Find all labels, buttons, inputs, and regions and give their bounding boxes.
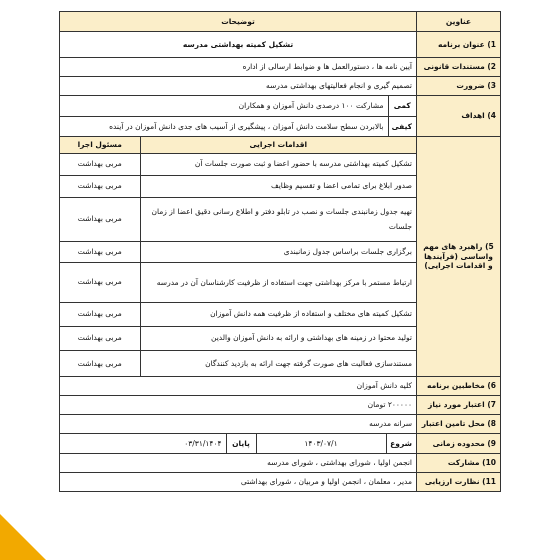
program-form-table (59, 11, 501, 492)
timeframe-cell (60, 434, 417, 454)
action-text: صدور ابلاغ برای تمامی اعضا و تقسیم وظایف (140, 175, 416, 197)
row-strategies (60, 137, 501, 377)
budget-label: 7) اعتبار مورد نیاز (417, 396, 501, 415)
action-row (60, 197, 416, 241)
action-row (60, 241, 416, 262)
participation-label: 10) مشارکت (417, 454, 501, 473)
action-responsible: مربی بهداشت (60, 153, 140, 175)
row-necessity (60, 77, 501, 96)
legal-value: آیین نامه ها ، دستورالعمل ها و ضوابط ارسالی از اداره (60, 58, 417, 77)
action-row (60, 153, 416, 175)
start-label: شروع (386, 434, 416, 453)
row-budget (60, 396, 501, 415)
necessity-label: 3) ضرورت (417, 77, 501, 96)
timeframe-subtable (60, 434, 416, 453)
action-text: تشکیل کمیته بهداشتی مدرسه با حضور اعضا و ثبت صورت جلسات آن (140, 153, 416, 175)
row-title (60, 32, 501, 58)
action-row (60, 262, 416, 302)
action-responsible: مربی بهداشت (60, 302, 140, 326)
action-responsible: مربی بهداشت (60, 175, 140, 197)
action-row (60, 175, 416, 197)
row-participation (60, 454, 501, 473)
program-title: تشکیل کمیته بهداشتی مدرسه (60, 32, 417, 58)
row-goals (60, 96, 501, 137)
participation-value: انجمن اولیا ، شورای بهداشتی ، شورای مدرسه (60, 454, 417, 473)
action-row (60, 326, 416, 350)
strategies-subtable (60, 137, 416, 376)
action-responsible: مربی بهداشت (60, 197, 140, 241)
oversight-label: 11) نظارت ارزیابی (417, 473, 501, 492)
qual-goal-label: کیفی (388, 116, 416, 136)
quant-goal-label: کمی (388, 96, 416, 116)
header-row (60, 12, 501, 32)
funding-label: 8) محل تامین اعتبار (417, 415, 501, 434)
action-responsible: مربی بهداشت (77, 358, 122, 368)
col-desc-header: توضیحات (60, 12, 417, 32)
audience-value: کلیه دانش آموزان (60, 377, 417, 396)
row-audience (60, 377, 501, 396)
action-responsible: مربی بهداشت (60, 241, 140, 262)
action-row (60, 350, 416, 376)
action-row (60, 302, 416, 326)
end-date: ١۴٠۴/٠٣/٣١ (184, 438, 222, 448)
legal-label: 2) مستندات قانونی (417, 58, 501, 77)
end-label: پایان (226, 434, 256, 453)
start-date: ١۴٠٣/٠٧/١ (256, 434, 386, 453)
action-col-header: اقدامات اجرایی (140, 137, 416, 153)
action-text: تشکیل کمیته های مختلف و استفاده از ظرفیت همه دانش آموزان (140, 302, 416, 326)
action-text: تولید محتوا در زمینه های بهداشتی و ارائه به دانش آموزان والدین (140, 326, 416, 350)
strategies-cell (60, 137, 417, 377)
qual-goal-value: بالابردن سطح سلامت دانش آموزان ، پیشگیری از آسیب های جدی دانش آموزان در آینده (109, 121, 384, 131)
row-timeframe (60, 434, 501, 454)
row-legal (60, 58, 501, 77)
row-funding (60, 415, 501, 434)
action-text: ارتباط مستمر با مرکز بهداشتی جهت استفاده از ظرفیت کارشناسان آن در مدرسه (140, 262, 416, 302)
action-text: برگزاری جلسات براساس جدول زمانبندی (140, 241, 416, 262)
col-titles-header: عناوین (417, 12, 501, 32)
action-responsible: مربی بهداشت (60, 262, 140, 302)
oversight-value: مدیر ، معلمان ، انجمن اولیا و مربیان ، شورای بهداشتی (60, 473, 417, 492)
audience-label: 6) مخاطبین برنامه (417, 377, 501, 396)
resp-col-header: مسئول اجرا (60, 137, 140, 153)
goals-cell (60, 96, 417, 137)
budget-value: ٢٠٠٠٠٠ تومان (60, 396, 417, 415)
strategies-label: 5) راهبرد های مهم واساسی (فرآیندها و اقدامات اجرایی) (417, 137, 501, 377)
quant-goal-value: مشارکت ١٠٠ درصدی دانش آموزان و همکاران (60, 96, 388, 116)
necessity-value: تصمیم گیری و انجام فعالیتهای بهداشتی مدرسه (60, 77, 417, 96)
corner-accent (0, 514, 46, 560)
title-label: 1) عنوان برنامه (417, 32, 501, 58)
row-oversight (60, 473, 501, 492)
goals-subtable (60, 96, 416, 136)
timeframe-label: 9) محدوده زمانی (417, 434, 501, 454)
funding-value: سرانه مدرسه (60, 415, 417, 434)
goals-label: 4) اهداف (417, 96, 501, 137)
action-responsible: مربی بهداشت (60, 326, 140, 350)
action-text: مستندسازی فعالیت های صورت گرفته جهت ارائه به بازدید کنندگان (140, 350, 416, 376)
action-text: تهیه جدول زمانبندی جلسات و نصب در تابلو دفتر و اطلاع رسانی دقیق اعضا از زمان جلسات (140, 197, 416, 241)
